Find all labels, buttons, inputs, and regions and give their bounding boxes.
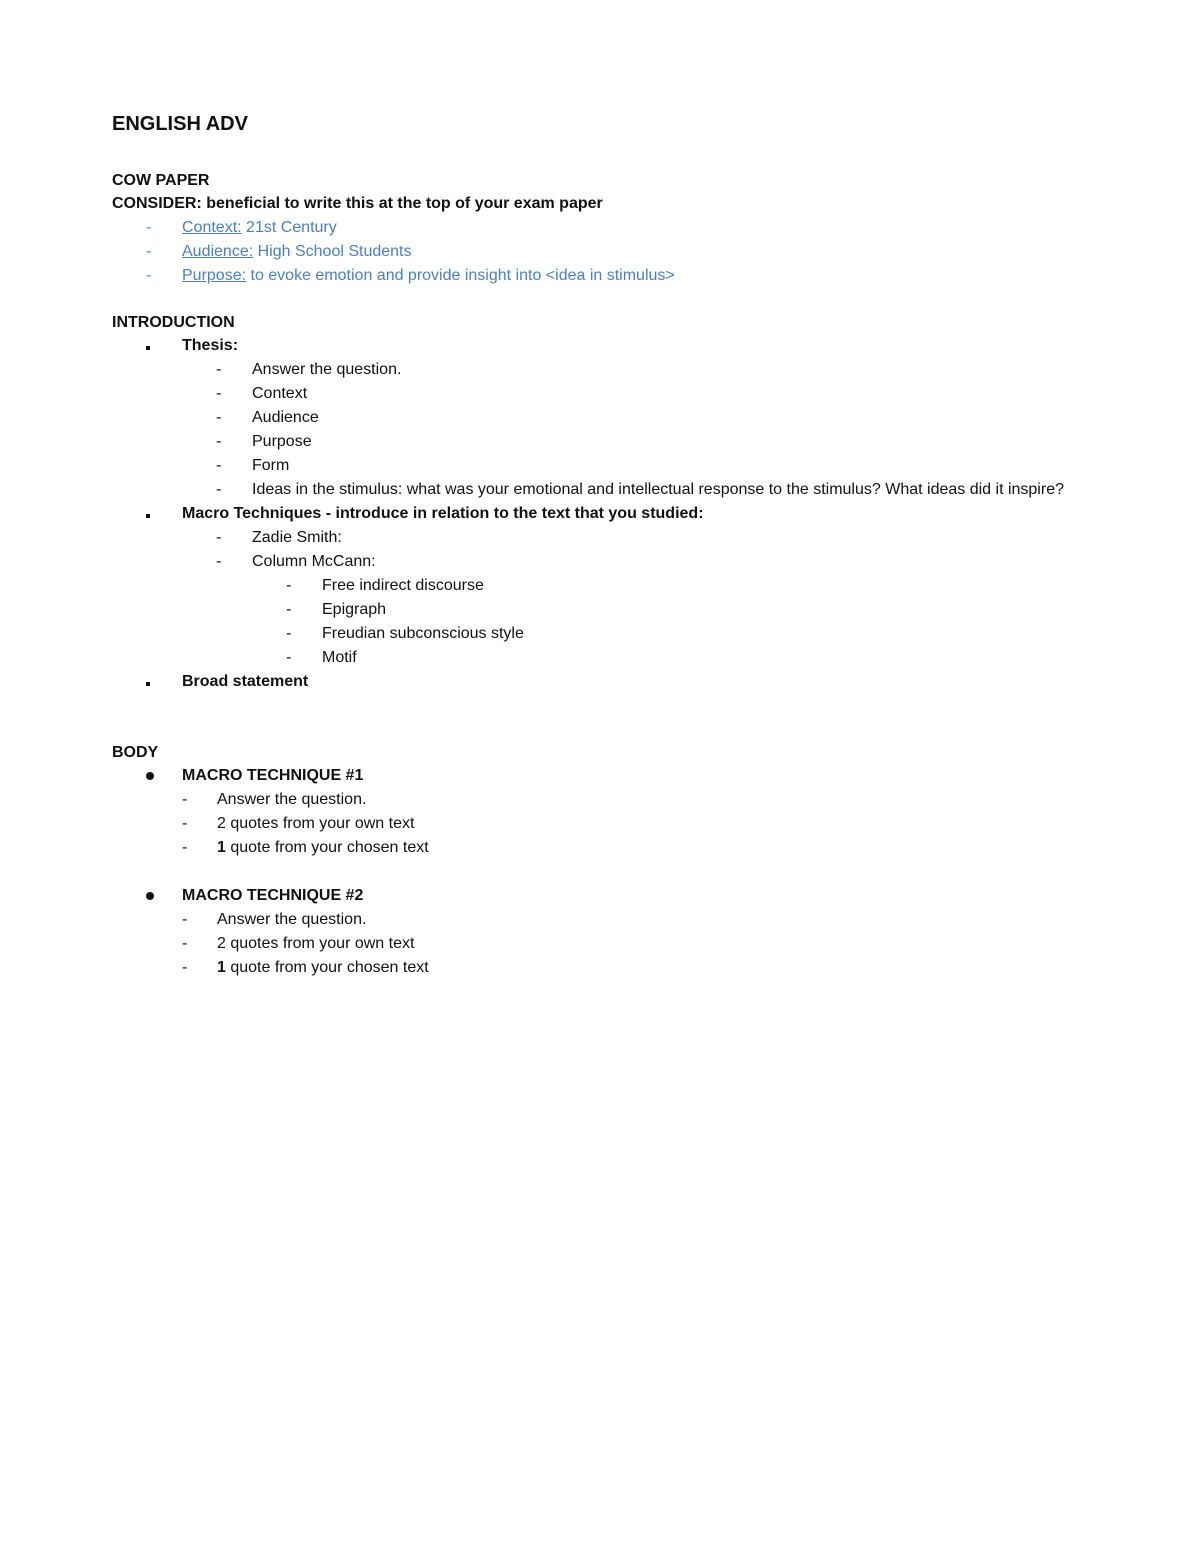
list-item [182,788,1112,812]
broad-statement-label: Broad statement [182,673,309,690]
dash-marker: - [146,243,152,260]
square-bullet-icon [146,670,166,694]
list-item [252,646,1112,670]
bullet-dot-icon [146,884,166,908]
dash-marker: - [182,911,188,928]
introduction-section [112,311,1112,694]
body-section [112,741,1112,980]
answer-item: Answer the question. [217,911,367,928]
dash-marker: - [286,625,292,642]
body-list [112,764,1112,860]
list-item [112,334,1112,502]
dash-marker: - [216,553,222,570]
dash-marker: - [216,385,222,402]
list-item [182,908,1112,932]
chosen-quote-count: 1 [217,839,226,856]
list-item [112,264,1112,288]
audience-value: High School Students [253,243,412,260]
technique-item: Motif [322,649,357,666]
dash-marker: - [182,815,188,832]
column-mccann-item: Column McCann: [252,553,376,570]
dash-marker: - [182,839,188,856]
list-item [182,932,1112,956]
chosen-quote-text: quote from your chosen text [225,959,429,976]
cow-list [112,216,1112,288]
cow-paper-heading: COW PAPER [112,172,210,189]
chosen-quote-text: quote from your chosen text [225,839,429,856]
list-item [182,406,1112,430]
document-page [112,110,1112,980]
dash-marker: - [216,361,222,378]
zadie-smith-item: Zadie Smith: [252,529,342,546]
dash-marker: - [182,935,188,952]
square-bullet-icon [146,334,166,358]
list-item [112,216,1112,240]
macro-technique-2-list [182,908,1112,980]
list-item [182,454,1112,478]
thesis-item: Form [252,457,290,474]
body-heading: BODY [112,744,159,761]
column-mccann-list [252,574,1112,670]
consider-line [112,192,1112,216]
answer-item: Answer the question. [217,791,367,808]
list-item [182,358,1112,382]
macro-technique-2-label: MACRO TECHNIQUE #2 [182,887,364,904]
own-quotes-count: 2 [217,815,226,832]
thesis-item: Purpose [252,433,312,450]
consider-text: beneficial to write this at the top of your exam paper [201,195,603,212]
list-item [182,430,1112,454]
list-item [252,622,1112,646]
context-value: 21st Century [241,219,337,236]
macro-technique-1-label: MACRO TECHNIQUE #1 [182,767,364,784]
purpose-value: to evoke emotion and provide insight into <idea in stimulus> [246,267,675,284]
dash-marker: - [286,601,292,618]
purpose-link[interactable]: Purpose: [182,267,247,284]
list-item [112,764,1112,860]
technique-item: Free indirect discourse [322,577,484,594]
own-quotes-text: quotes from your own text [225,815,415,832]
dash-marker: - [286,577,292,594]
list-item [112,670,1112,694]
dash-marker: - [216,481,222,498]
document-title: ENGLISH ADV [112,113,248,135]
bullet-dot-icon [146,764,166,788]
list-item [182,550,1112,670]
dash-marker: - [146,267,152,284]
introduction-heading: INTRODUCTION [112,314,235,331]
thesis-item: Context [252,385,308,402]
thesis-list [182,358,1112,502]
dash-marker: - [216,529,222,546]
own-quotes-count: 2 [217,935,226,952]
list-item [182,836,1112,860]
thesis-item: Ideas in the stimulus: what was your emotional and intellectual response to the stimulus? What ideas did it inspire? [252,481,1064,498]
consider-label: CONSIDER: [112,195,202,212]
context-link[interactable]: Context: [182,219,242,236]
square-bullet-icon [146,502,166,526]
list-item [182,812,1112,836]
thesis-item: Answer the question. [252,361,402,378]
technique-item: Epigraph [322,601,387,618]
macro-technique-1-list [182,788,1112,860]
list-item [112,884,1112,980]
list-item [182,478,1112,502]
own-quotes-text: quotes from your own text [225,935,415,952]
dash-marker: - [216,433,222,450]
macro-techniques-list [182,526,1112,670]
list-item [182,956,1112,980]
list-item [252,598,1112,622]
dash-marker: - [146,219,152,236]
macro-techniques-label: Macro Techniques - introduce in relation to the text that you studied: [182,505,704,522]
dash-marker: - [216,409,222,426]
list-item [112,240,1112,264]
thesis-label: Thesis: [182,337,239,354]
chosen-quote-count: 1 [217,959,226,976]
cow-paper-section [112,169,1112,288]
list-item [112,502,1112,670]
body-list [112,884,1112,980]
list-item [182,526,1112,550]
audience-link[interactable]: Audience: [182,243,254,260]
list-item [252,574,1112,598]
dash-marker: - [182,791,188,808]
introduction-list [112,334,1112,694]
dash-marker: - [286,649,292,666]
list-item [182,382,1112,406]
dash-marker: - [182,959,188,976]
thesis-item: Audience [252,409,319,426]
technique-item: Freudian subconscious style [322,625,524,642]
dash-marker: - [216,457,222,474]
